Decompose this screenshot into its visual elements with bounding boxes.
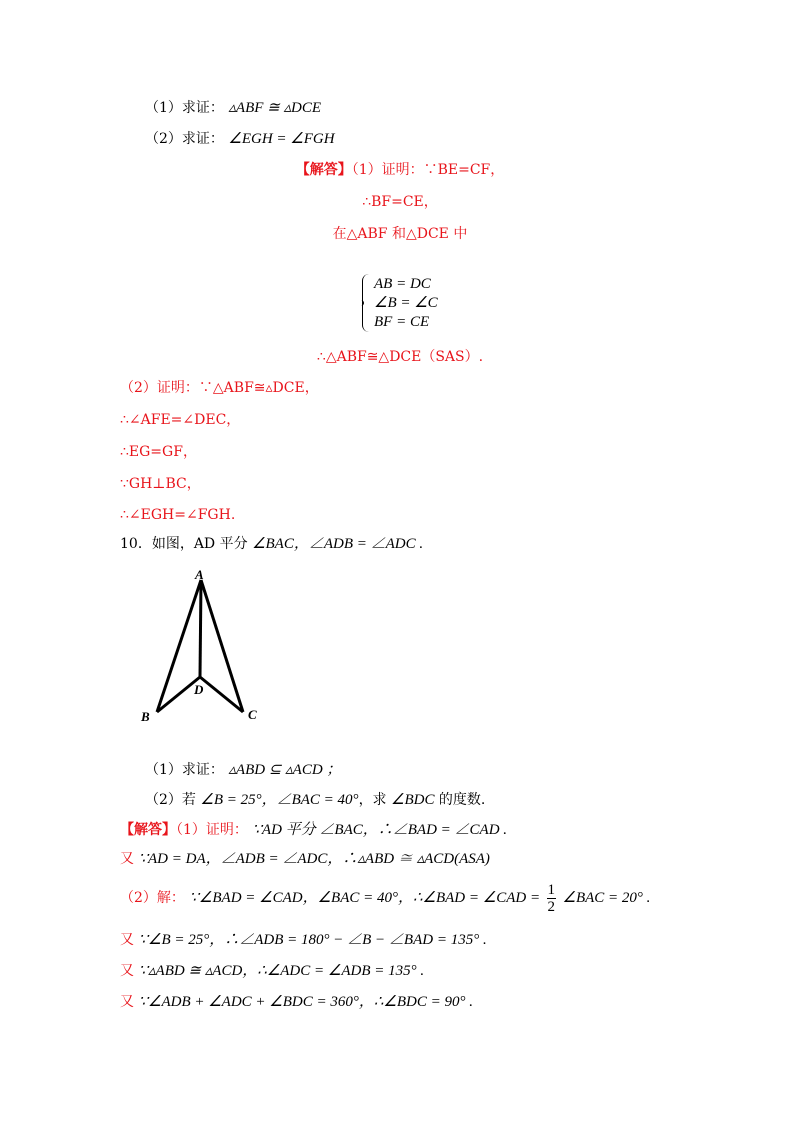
solution-text: 又 [120,851,134,867]
question-text: ，求 [358,792,387,808]
answer-tag: 【解答】 [295,162,352,178]
vertex-label-a: A [195,567,204,582]
question-label: （2）若 [145,792,196,808]
fraction [547,882,557,915]
segment-ac [201,580,243,712]
segment-ad [200,580,201,677]
solution-line: ∴△ABF≅△DCE（SAS）. [316,349,484,365]
solution-text: 又 [120,994,134,1010]
math-expression: ∵▵ABD ≅ ▵ACD，∴∠ADC = ∠ADB = 135° . [138,963,425,979]
solution-line: 在△ABF 和△DCE 中 [332,226,468,242]
solution-text: 又 [120,963,134,979]
solution-line: ∴BF=CE， [362,194,438,210]
equation-system-brace [362,274,373,332]
solution-line [120,821,507,839]
math-expression: ▵ABD ⊆ ▵ACD ； [228,762,342,778]
question-part-1 [145,761,341,779]
vertex-label-b: B [141,709,150,724]
equation-row: ∠B = ∠C [374,295,438,311]
question-part-1 [145,99,321,117]
solution-line [120,879,650,917]
vertex-label-d: D [194,682,204,697]
math-expression: ∵∠ADB + ∠ADC + ∠BDC = 360°，∴∠BDC = 90° . [138,994,473,1010]
solution-line [0,161,800,179]
solution-line: ∴EG=GF， [120,444,197,460]
question-stem [120,535,423,553]
math-expression: ▵ABF ≅ ▵DCE [228,100,321,116]
math-expression: ∵AD = DA，∠ADB = ∠ADC，∴▵ABD ≅ ▵ACD(ASA) [138,851,490,867]
fraction-numerator: 1 [547,881,556,898]
question-label: （1）求证： [145,762,224,778]
math-expression: ∵AD 平分 ∠BAC，∴∠BAD = ∠CAD . [252,822,508,838]
solution-text: （2）解： [120,890,185,906]
math-expression: ∠B = 25°，∠BAC = 40° [200,792,359,808]
equation-row: BF = CE [374,314,430,330]
solution-line [120,931,487,949]
equation-row: AB = DC [374,276,431,292]
solution-line: ∴∠AFE=∠DEC， [120,412,241,428]
question-label: （1）求证： [145,100,224,116]
solution-line: ∵GH⊥BC， [120,476,201,492]
vertex-label-c: C [248,707,257,722]
math-expression: ∠BDC [391,792,435,808]
fraction-denominator: 2 [547,898,556,915]
geometry-figure [135,560,275,730]
answer-tag: 【解答】 [120,822,176,838]
question-part-2 [145,791,485,809]
question-text: 的度数. [438,792,486,808]
solution-line: ∴∠EGH=∠FGH. [120,507,236,523]
solution-line [120,993,473,1011]
solution-text: 又 [120,932,134,948]
solution-line [120,850,490,868]
math-expression: ∵∠B = 25°，∴∠ADB = 180° − ∠B − ∠BAD = 135° . [138,932,487,948]
solution-text: （1）证明：∵BE=CF， [351,162,505,178]
math-expression: ∵∠BAD = ∠CAD，∠BAC = 40°，∴∠BAD = ∠CAD = [189,890,541,906]
solution-line: （2）证明：∵△ABF≅▵DCE， [120,380,319,396]
math-expression: ∠BAC，∠ADB = ∠ADC . [252,536,424,552]
solution-line [120,962,424,980]
math-expression: ∠EGH = ∠FGH [228,131,335,147]
question-part-2 [145,130,335,148]
math-expression: ∠BAC = 20° . [562,890,651,906]
solution-text: （1）证明： [176,822,248,838]
question-label: （2）求证： [145,131,224,147]
question-text: 10．如图，AD 平分 [120,536,248,552]
